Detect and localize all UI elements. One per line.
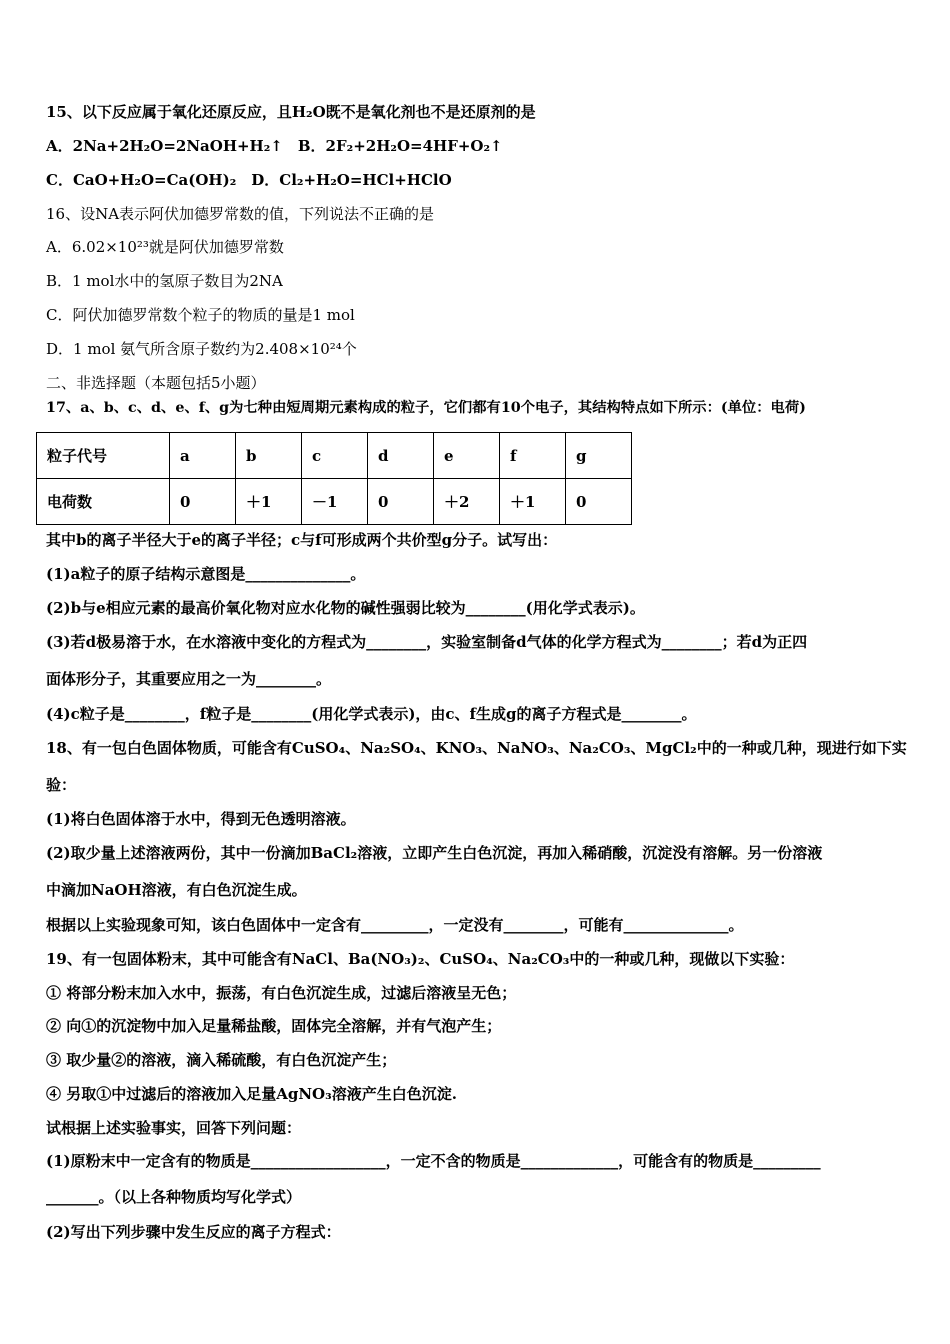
table-cell: b (236, 433, 302, 479)
q19-part1-line1: (1)原粉末中一定含有的物质是__________________，一定不含的物质是_____________，可能含有的物质是_________ (46, 1152, 821, 1170)
q16-option-c: C．阿伏加德罗常数个粒子的物质的量是1 mol (46, 306, 355, 324)
q16-option-d: D．1 mol 氨气所含原子数约为2.408×10²⁴个 (46, 340, 357, 358)
table-cell: －1 (302, 479, 368, 525)
table-cell: f (500, 433, 566, 479)
q15-stem: 15、以下反应属于氧化还原反应，且H₂O既不是氧化剂也不是还原剂的是 (46, 103, 536, 121)
q15-options-ab: A．2Na+2H₂O=2NaOH+H₂↑ B．2F₂+2H₂O=4HF+O₂↑ (46, 137, 503, 155)
q18-conclusion: 根据以上实验现象可知，该白色固体中一定含有_________，一定没有________，可能有______________。 (46, 916, 744, 934)
q18-step2-line1: (2)取少量上述溶液两份，其中一份滴加BaCl₂溶液，立即产生白色沉淀，再加入稀硝酸，沉淀没有溶解。另一份溶液 (46, 844, 823, 862)
table-cell: 0 (170, 479, 236, 525)
table-cell: c (302, 433, 368, 479)
table-cell: 粒子代号 (37, 433, 170, 479)
table-cell: e (434, 433, 500, 479)
q17-part3-line2: 面体形分子，其重要应用之一为________。 (46, 670, 332, 688)
section-heading: 二、非选择题（本题包括5小题） (46, 374, 266, 392)
q16-stem: 16、设NA表示阿伏加德罗常数的值，下列说法不正确的是 (46, 205, 435, 223)
q19-step4: ④ 另取①中过滤后的溶液加入足量AgNO₃溶液产生白色沉淀. (46, 1085, 457, 1103)
table-cell: a (170, 433, 236, 479)
q18-stem-line2: 验： (46, 776, 77, 794)
table-cell: ＋2 (434, 479, 500, 525)
q19-part2: (2)写出下列步骤中发生反应的离子方程式： (46, 1223, 341, 1241)
q17-part4: (4)c粒子是________，f粒子是________(用化学式表示)，由c、f生成g的离子方程式是________。 (46, 705, 697, 723)
table-row (37, 479, 632, 525)
table-cell: g (566, 433, 632, 479)
table-cell: 0 (566, 479, 632, 525)
q18-stem-line1: 18、有一包白色固体物质，可能含有CuSO₄、Na₂SO₄、KNO₃、NaNO₃、Na₂CO₃、MgCl₂中的一种或几种，现进行如下实 (46, 739, 907, 757)
table-cell: 0 (368, 479, 434, 525)
table-cell: ＋1 (236, 479, 302, 525)
q19-question: 试根据上述实验事实，回答下列问题： (46, 1119, 302, 1137)
q17-note: 其中b的离子半径大于e的离子半径；c与f可形成两个共价型g分子。试写出： (46, 531, 558, 549)
q18-step1: (1)将白色固体溶于水中，得到无色透明溶液。 (46, 810, 356, 828)
q19-part1-line2: _______。（以上各种物质均写化学式） (46, 1188, 302, 1206)
q18-step2-line2: 中滴加NaOH溶液，有白色沉淀生成。 (46, 881, 307, 899)
q19-step3: ③ 取少量②的溶液，滴入稀硫酸，有白色沉淀产生； (46, 1051, 397, 1069)
q17-part2: (2)b与e相应元素的最高价氧化物对应水化物的碱性强弱比较为________(用化学式表示)。 (46, 599, 645, 617)
q19-stem: 19、有一包固体粉末，其中可能含有NaCl、Ba(NO₃)₂、CuSO₄、Na₂CO₃中的一种或几种，现做以下实验： (46, 950, 795, 968)
q17-part3-line1: (3)若d极易溶于水，在水溶液中变化的方程式为________，实验室制备d气体的化学方程式为________；若d为正四 (46, 633, 808, 651)
q15-options-cd: C．CaO+H₂O=Ca(OH)₂ D．Cl₂+H₂O=HCl+HClO (46, 171, 452, 189)
q17-part1: (1)a粒子的原子结构示意图是______________。 (46, 565, 366, 583)
q16-option-a: A．6.02×10²³就是阿伏加德罗常数 (46, 238, 284, 256)
table-cell: 电荷数 (37, 479, 170, 525)
table-row (37, 433, 632, 479)
q17-stem: 17、a、b、c、d、e、f、g为七种由短周期元素构成的粒子，它们都有10个电子，其结构特点如下所示：(单位：电荷) (46, 400, 806, 416)
q19-step1: ① 将部分粉末加入水中，振荡，有白色沉淀生成，过滤后溶液呈无色； (46, 984, 517, 1002)
table-cell: d (368, 433, 434, 479)
q19-step2: ② 向①的沉淀物中加入足量稀盐酸，固体完全溶解，并有气泡产生； (46, 1017, 502, 1035)
table-cell: ＋1 (500, 479, 566, 525)
q17-particle-table (36, 432, 632, 525)
q16-option-b: B．1 mol水中的氢原子数目为2NA (46, 272, 283, 290)
